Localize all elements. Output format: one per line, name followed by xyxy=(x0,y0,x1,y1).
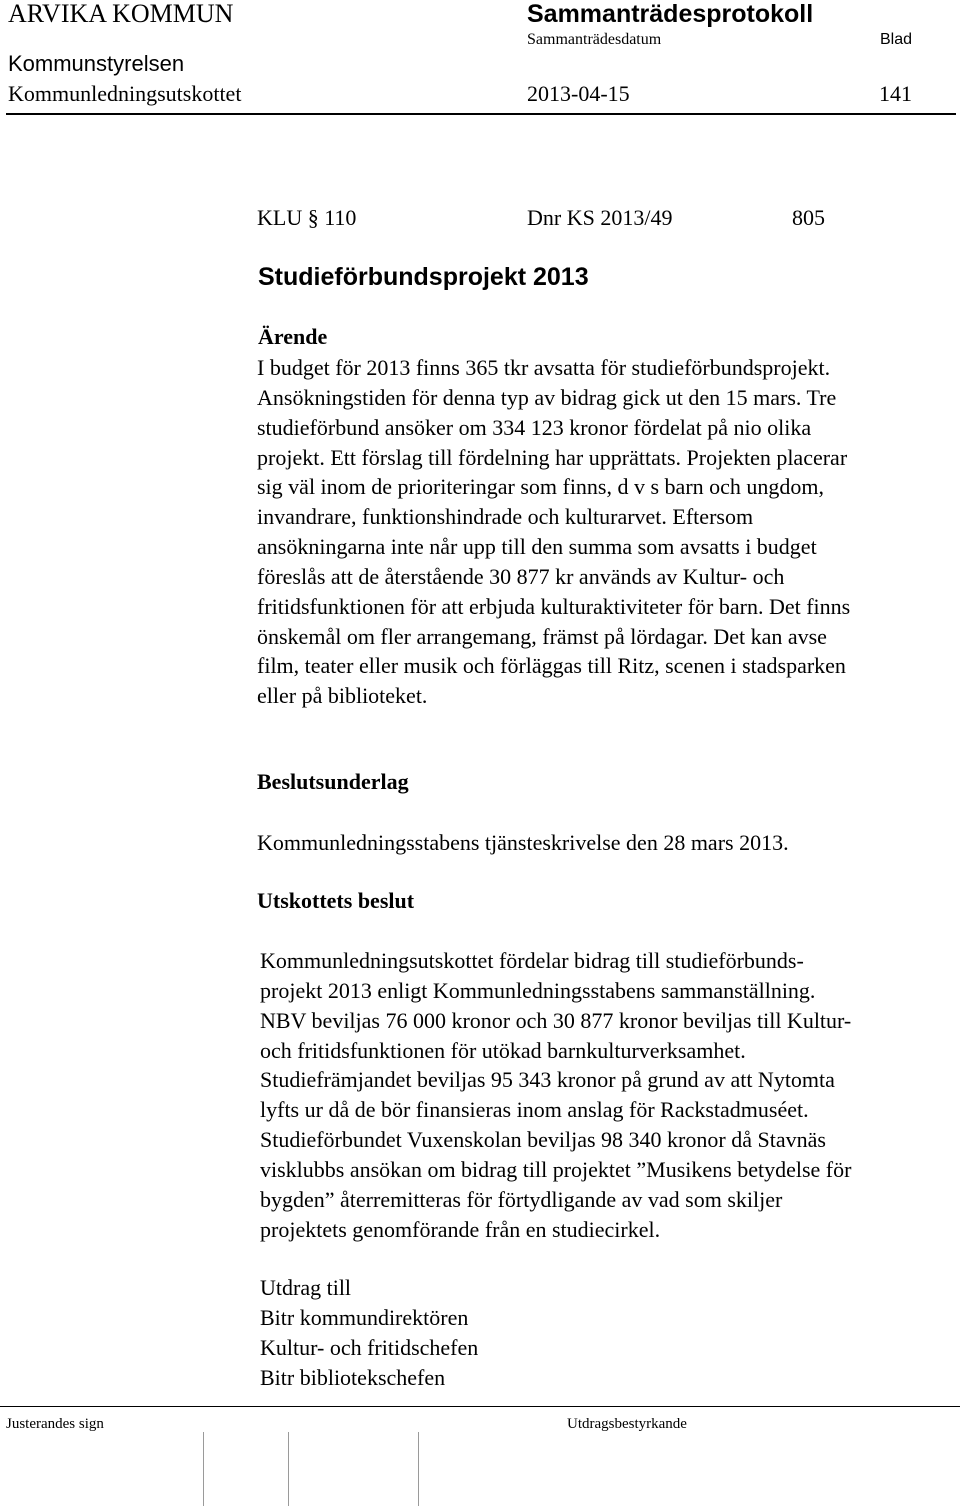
distribution-list xyxy=(260,1273,478,1392)
distribution-heading: Utdrag till xyxy=(260,1275,352,1300)
text-line: visklubbs ansökan om bidrag till projektet ”Musikens betydelse för xyxy=(260,1156,852,1182)
section-body-beslutsunderlag xyxy=(257,828,789,858)
text-line: föreslås att de återstående 30 877 kr används av Kultur- och xyxy=(257,563,785,589)
text-line: lyfts ur då de bör finansieras inom anslag för Rackstadmuséet. xyxy=(260,1097,809,1123)
text-line: Ansökningstiden för denna typ av bidrag gick ut den 15 mars. Tre xyxy=(257,384,837,410)
case-code: 805 xyxy=(792,205,825,230)
text-line: Studieförbundet Vuxenskolan beviljas 98 340 kronor då Stavnäs xyxy=(260,1127,826,1153)
signature-label: Justerandes sign xyxy=(6,1416,104,1432)
text-line: projekt. Ett förslag till fördelning har upprättats. Projekten placerar xyxy=(257,444,848,470)
text-line: studieförbund ansöker om 334 123 kronor fördelat på nio olika xyxy=(257,414,812,440)
text-line: Studiefrämjandet beviljas 95 343 kronor på grund av att Nytomta xyxy=(260,1067,835,1093)
text-line: projektets genomförande från en studiecirkel. xyxy=(260,1216,661,1242)
header-divider xyxy=(6,113,956,115)
text-line: NBV beviljas 76 000 kronor och 30 877 kronor beviljas till Kultur- xyxy=(260,1007,852,1033)
footer-divider xyxy=(0,1406,960,1407)
section-heading-utskottets-beslut: Utskottets beslut xyxy=(257,888,415,913)
text-line: invandrare, funktionshindrade och kulturarvet. Eftersom xyxy=(257,504,754,530)
meeting-date: 2013-04-15 xyxy=(527,81,630,106)
case-title: Studieförbundsprojekt 2013 xyxy=(258,263,589,291)
distribution-recipient: Bitr bibliotekschefen xyxy=(260,1364,446,1390)
section-heading-beslutsunderlag: Beslutsunderlag xyxy=(257,769,409,794)
text-line: Kommunledningsstabens tjänsteskrivelse den 28 mars 2013. xyxy=(257,830,789,855)
text-line: film, teater eller musik och förläggas till Ritz, scenen i stadsparken xyxy=(257,653,846,679)
certification-label: Utdragsbestyrkande xyxy=(567,1416,687,1432)
registration-number: Dnr KS 2013/49 xyxy=(527,205,673,230)
section-body-arende xyxy=(257,353,850,711)
text-line: sig väl inom de prioriteringar som finns, d v s barn och ungdom, xyxy=(257,474,825,500)
page-label: Blad xyxy=(880,31,913,48)
board-name: Kommunstyrelsen xyxy=(8,51,185,76)
text-line: ansökningarna inte når upp till den summa som avsatts i budget xyxy=(257,534,817,560)
text-line: Kommunledningsutskottet fördelar bidrag till studieförbunds- xyxy=(260,948,804,973)
text-line: fritidsfunktionen för att erbjuda kulturaktiviteter för barn. Det finns xyxy=(257,593,851,619)
page-number: 141 xyxy=(879,81,912,106)
case-id: KLU § 110 xyxy=(257,205,357,230)
meeting-date-label: Sammanträdesdatum xyxy=(527,31,662,48)
section-heading-arende: Ärende xyxy=(258,324,328,349)
text-line: projekt 2013 enligt Kommunledningsstabens sammanställning. xyxy=(260,977,816,1003)
text-line: eller på biblioteket. xyxy=(257,683,428,709)
document-type: Sammanträdesprotokoll xyxy=(527,0,814,28)
signature-box-divider xyxy=(203,1432,204,1506)
section-body-utskottets-beslut xyxy=(260,946,851,1244)
distribution-recipient: Bitr kommundirektören xyxy=(260,1304,469,1330)
signature-box-divider xyxy=(418,1432,419,1506)
distribution-recipient: Kultur- och fritidschefen xyxy=(260,1334,479,1360)
text-line: bygden” återremitteras för förtydligande av vad som skiljer xyxy=(260,1186,783,1212)
text-line: önskemål om fler arrangemang, främst på lördagar. Det kan avse xyxy=(257,623,827,649)
committee-name: Kommunledningsutskottet xyxy=(8,81,242,106)
signature-box-divider xyxy=(288,1432,289,1506)
text-line: I budget för 2013 finns 365 tkr avsatta för studieförbundsprojekt. xyxy=(257,355,831,380)
text-line: och fritidsfunktionen för utökad barnkulturverksamhet. xyxy=(260,1037,746,1063)
organization-name: ARVIKA KOMMUN xyxy=(8,0,234,28)
